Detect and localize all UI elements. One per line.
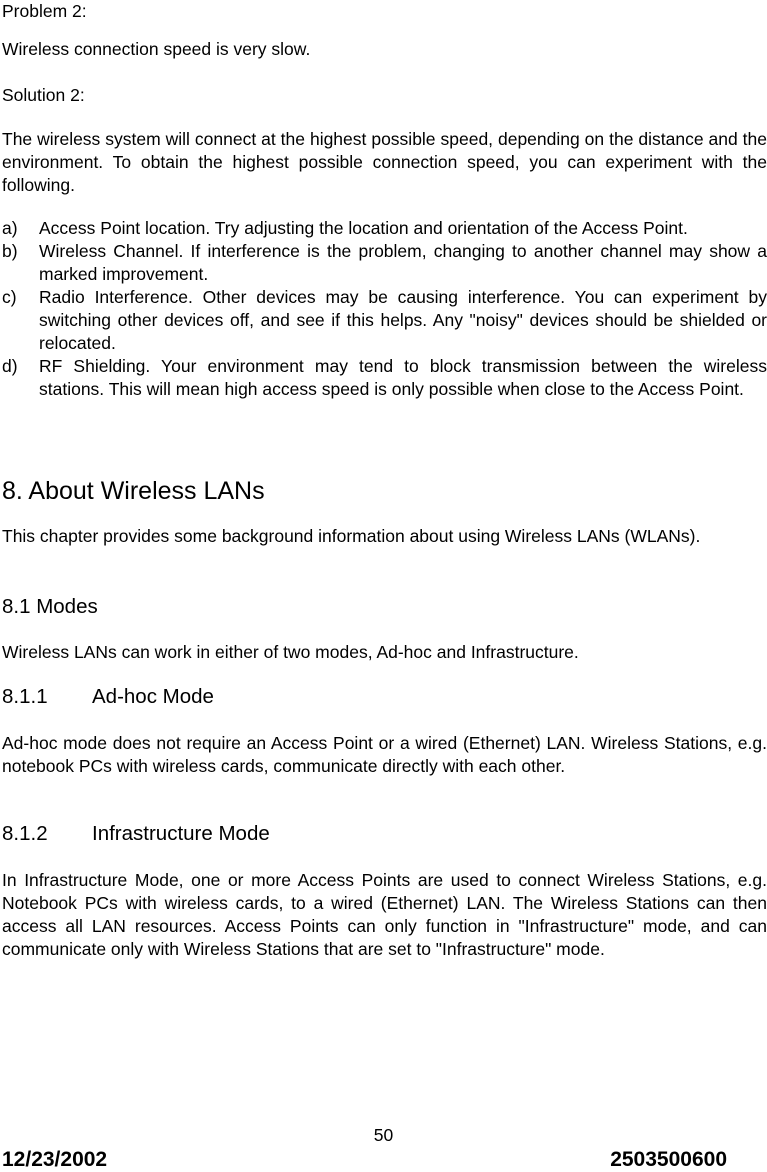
section-title-modes: 8.1 Modes [2, 595, 98, 618]
adhoc-text: Ad-hoc mode does not require an Access Point or a wired (Ethernet) LAN. Wireless Stations, e.g. notebook PCs with wireless cards, communicate directly with each other. [2, 733, 767, 776]
chapter-title: 8. About Wireless LANs [2, 477, 265, 505]
subsection-heading: Infrastructure Mode [92, 822, 270, 845]
chapter-intro: This chapter provides some background information about using Wireless LANs (WLANs). [2, 526, 701, 546]
list-item-text: Radio Interference. Other devices may be causing interference. You can experiment by switching other devices off, and see if this helps. Any "noisy" devices should be shielded or relocated. [39, 287, 767, 353]
problem-text: Wireless connection speed is very slow. [2, 39, 311, 59]
list-item [2, 240, 767, 286]
subsection-heading: Ad-hoc Mode [92, 685, 214, 708]
problem-label: Problem 2: [2, 1, 87, 21]
list-item-text: Access Point location. Try adjusting the location and orientation of the Access Point. [39, 218, 688, 238]
list-item [2, 286, 767, 355]
solution-intro: The wireless system will connect at the highest possible speed, depending on the distance and the environment. To obtain the highest possible connection speed, you can experiment with the following. [2, 129, 767, 195]
subsection-title-adhoc [2, 684, 214, 710]
page-number: 50 [373, 1125, 394, 1145]
subsection-number: 8.1.2 [2, 822, 48, 845]
solution-list [2, 217, 767, 401]
list-marker: a) [2, 218, 18, 238]
list-marker: c) [2, 287, 17, 307]
solution-label: Solution 2: [2, 85, 85, 105]
footer-document-id: 2503500600 [610, 1148, 727, 1171]
list-marker: d) [2, 356, 18, 376]
list-item-text: RF Shielding. Your environment may tend to block transmission between the wireless stations. This will mean high access speed is only possible when close to the Access Point. [39, 356, 767, 399]
list-item [2, 217, 767, 240]
list-item [2, 355, 767, 401]
subsection-number: 8.1.1 [2, 685, 48, 708]
modes-text: Wireless LANs can work in either of two modes, Ad-hoc and Infrastructure. [2, 642, 579, 662]
subsection-title-infrastructure [2, 821, 270, 847]
list-item-text: Wireless Channel. If interference is the problem, changing to another channel may show a marked improvement. [39, 241, 767, 284]
list-marker: b) [2, 241, 18, 261]
infrastructure-text: In Infrastructure Mode, one or more Access Points are used to connect Wireless Stations, e.g. Notebook PCs with wireless cards, to a wired (Ethernet) LAN. The Wireless Stations can then access all LAN resources. Access Points can only function in "Infrastructure" mode, and can communicate only with Wireless Stations that are set to "Infrastructure" mode. [2, 870, 767, 959]
footer-date: 12/23/2002 [2, 1148, 108, 1171]
